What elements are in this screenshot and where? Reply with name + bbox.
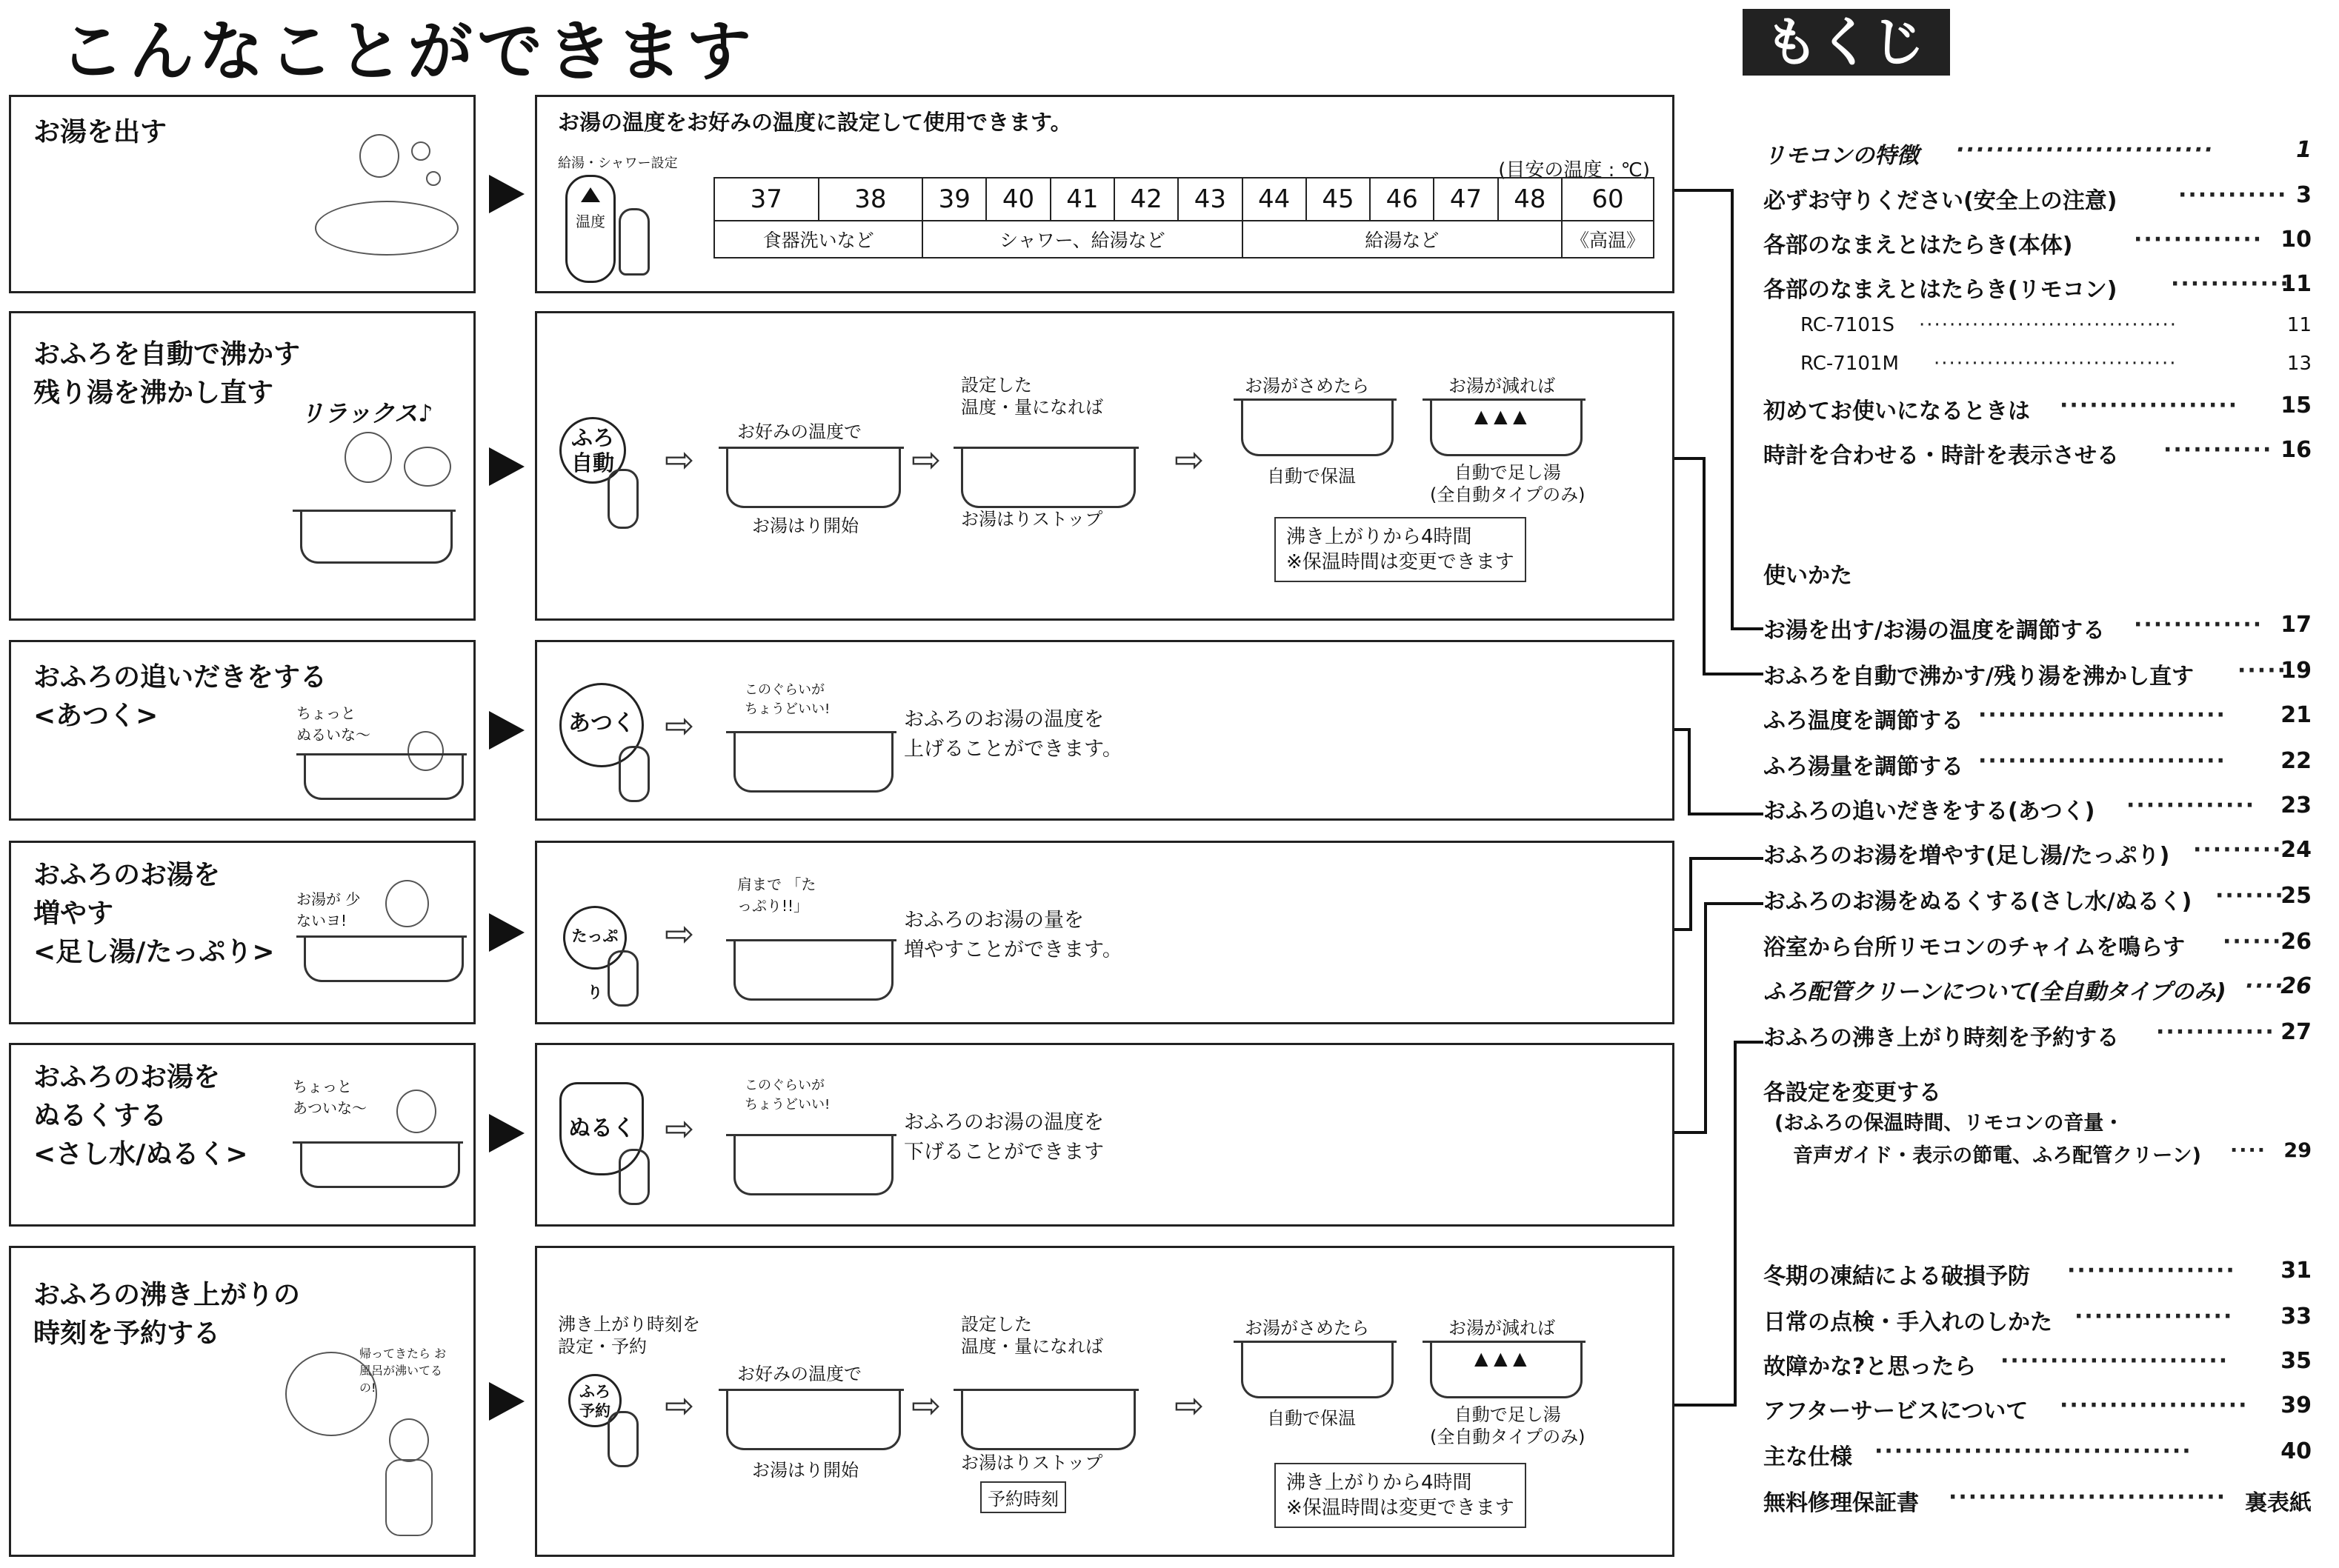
toc-label: おふろのお湯を増やす(足し湯/たっぷり) bbox=[1763, 843, 2170, 869]
bathtub-icon bbox=[733, 939, 894, 1001]
arrow-right-icon bbox=[489, 913, 525, 952]
step-caption: 自動で足し湯 (全自動タイプのみ) bbox=[1430, 462, 1586, 505]
toc-leader: ··········· bbox=[2178, 182, 2288, 208]
connector-line bbox=[1731, 189, 1734, 630]
toc-item-continued[interactable] bbox=[1793, 1139, 2312, 1169]
toc-label: アフターサービスについて bbox=[1763, 1398, 2029, 1424]
toc-leader: ·················· bbox=[2060, 393, 2239, 418]
triangle-up-icon bbox=[581, 187, 600, 202]
toc-page: 11 bbox=[2286, 314, 2312, 336]
toc-item[interactable] bbox=[1763, 1019, 2312, 1049]
toc-section-heading bbox=[1763, 557, 2312, 587]
toc-label: おふろの沸き上がり時刻を予約する bbox=[1763, 1025, 2119, 1051]
toc-label: 初めてお使いになるときは bbox=[1763, 398, 2030, 424]
toc-label: 各部のなまえとはたらき(リモコン) bbox=[1763, 277, 2117, 303]
toc-leader: ········· bbox=[2193, 837, 2283, 863]
arrow-right-icon bbox=[489, 175, 525, 213]
toc-page: 27 bbox=[2280, 1019, 2312, 1045]
temperature-cell: 38 bbox=[819, 178, 923, 221]
toc-label: お湯を出す/お湯の温度を調節する bbox=[1763, 618, 2105, 644]
arrow-right-icon bbox=[489, 711, 525, 750]
bathtub-icon bbox=[733, 731, 894, 793]
toc-page: 26 bbox=[2280, 929, 2312, 955]
toc-item[interactable] bbox=[1763, 437, 2312, 467]
toc-label: 日常の点検・手入れのしかた bbox=[1763, 1310, 2052, 1335]
connector-line bbox=[1704, 902, 1763, 905]
step-caption: お好みの温度で bbox=[737, 421, 862, 442]
temperature-cell: 43 bbox=[1178, 178, 1242, 221]
connector-line bbox=[1731, 627, 1763, 630]
toc-label: 各部のなまえとはたらき(本体) bbox=[1763, 233, 2073, 258]
feature-label: おふろの沸き上がりの 時刻を予約する bbox=[33, 1280, 301, 1349]
toc-leader: ······ bbox=[2223, 929, 2283, 955]
toc-leader: ································ bbox=[1934, 353, 2177, 375]
connector-line bbox=[1734, 1041, 1763, 1044]
button-label: 温度 bbox=[576, 213, 605, 230]
toc-leader: ··················· bbox=[2060, 1392, 2249, 1418]
toc-item[interactable] bbox=[1800, 353, 2312, 379]
connector-line bbox=[1689, 857, 1692, 931]
toc-label: ふろ湯量を調節する bbox=[1763, 754, 1963, 780]
toc-page: 23 bbox=[2280, 793, 2312, 818]
hollow-arrow-icon: ⇨ bbox=[665, 1108, 695, 1150]
panel-hot-water bbox=[535, 95, 1674, 293]
bathtub-icon bbox=[961, 447, 1136, 508]
connector-line bbox=[1703, 673, 1763, 675]
toc-label: 無料修理保証書 bbox=[1763, 1490, 1919, 1516]
speech-bubble: お湯が 少ないヨ! bbox=[296, 890, 361, 930]
speech-bubble: このぐらいが ちょうどいい! bbox=[745, 1078, 831, 1112]
panel-timer bbox=[535, 1246, 1674, 1557]
toc-leader: ································ bbox=[1874, 1438, 2192, 1464]
toc-label: 音声ガイド・表示の節電、ふろ配管クリーン) bbox=[1793, 1144, 2201, 1167]
panel-description: おふろのお湯の量を 増やすことができます。 bbox=[904, 909, 1122, 961]
temperature-cell: 45 bbox=[1306, 178, 1370, 221]
toc-item[interactable] bbox=[1763, 748, 2312, 778]
speech-bubble: ちょっと ぬるいな〜 bbox=[296, 704, 370, 744]
woman-coming-home-illustration bbox=[285, 1337, 470, 1544]
reserved-time-tag: 予約時刻 bbox=[980, 1481, 1066, 1513]
speech-bubble: ちょっと あついな〜 bbox=[293, 1078, 367, 1117]
toc-label: 故障かな?と思ったら bbox=[1763, 1354, 1977, 1380]
timer-caption: 沸き上がり時刻を 設定・予約 bbox=[558, 1314, 700, 1357]
add-water-button[interactable]: たっぷり bbox=[563, 906, 627, 970]
panel-auto-bath bbox=[535, 311, 1674, 621]
toc-page: 11 bbox=[2280, 271, 2312, 297]
bathtub-icon bbox=[726, 1389, 901, 1450]
bath-timer-button[interactable]: ふろ 予約 bbox=[568, 1374, 622, 1427]
step-caption: 自動で足し湯 (全自動タイプのみ) bbox=[1430, 1404, 1586, 1447]
toc-leader: ························· bbox=[1978, 702, 2226, 728]
step-caption: お湯が減れば bbox=[1448, 376, 1555, 396]
toc-page: 1 bbox=[2296, 137, 2312, 163]
toc-page: 17 bbox=[2280, 612, 2312, 638]
toc-item[interactable] bbox=[1763, 612, 2312, 644]
toc-item[interactable] bbox=[1763, 929, 2312, 961]
arrow-right-icon bbox=[489, 1114, 525, 1152]
toc-item[interactable] bbox=[1763, 1392, 2312, 1422]
usage-cell: 《高温》 bbox=[1562, 221, 1654, 258]
toc-leader: ························· bbox=[1978, 748, 2226, 774]
temperature-cell: 44 bbox=[1242, 178, 1306, 221]
step-caption: 自動で保温 bbox=[1267, 466, 1356, 487]
connector-line bbox=[1704, 902, 1707, 1134]
toc-label: 各設定を変更する bbox=[1763, 1080, 1941, 1106]
usage-row bbox=[714, 221, 1654, 258]
woman-in-bath-illustration bbox=[296, 873, 467, 1006]
toc-label: おふろの追いだきをする(あつく) bbox=[1763, 798, 2095, 824]
toc-item[interactable] bbox=[1763, 271, 2312, 301]
toc-page: 33 bbox=[2280, 1304, 2312, 1330]
temperature-up-button[interactable] bbox=[565, 175, 616, 283]
toc-item[interactable] bbox=[1763, 1304, 2312, 1333]
feature-label: おふろのお湯を 増やす <足し湯/たっぷり> bbox=[33, 860, 275, 967]
temperature-cell: 60 bbox=[1562, 178, 1654, 221]
step-caption: 自動で保温 bbox=[1267, 1408, 1356, 1429]
toc-leader: ·································· bbox=[1919, 314, 2177, 336]
hollow-arrow-icon: ⇨ bbox=[665, 705, 695, 747]
connector-line bbox=[1674, 1404, 1737, 1407]
connector-line bbox=[1688, 728, 1691, 815]
connector-line bbox=[1688, 813, 1763, 815]
hollow-arrow-icon: ⇨ bbox=[911, 1385, 942, 1427]
step-caption: お湯が減れば bbox=[1448, 1318, 1555, 1338]
step-caption: お湯はり開始 bbox=[752, 516, 859, 536]
feature-box-hot-water bbox=[9, 95, 476, 293]
connector-line bbox=[1703, 457, 1706, 675]
toc-leader: ············ bbox=[2156, 1019, 2275, 1045]
toc-item[interactable] bbox=[1763, 393, 2312, 422]
temperature-cell: 42 bbox=[1114, 178, 1178, 221]
toc-leader: ··········· bbox=[2163, 437, 2273, 463]
temperature-cell: 40 bbox=[986, 178, 1050, 221]
toc-item[interactable] bbox=[1763, 1438, 2312, 1468]
toc-title: もくじ bbox=[1743, 9, 1950, 76]
toc-page: 31 bbox=[2280, 1258, 2312, 1284]
toc-page: 3 bbox=[2296, 182, 2312, 208]
connector-line bbox=[1734, 1041, 1737, 1407]
woman-washing-dishes-illustration bbox=[300, 119, 463, 267]
toc-item[interactable] bbox=[1763, 1074, 2312, 1104]
bathtub-icon bbox=[1241, 1341, 1394, 1398]
step-caption: お湯はりストップ bbox=[961, 509, 1103, 530]
toc-item[interactable] bbox=[1763, 883, 2312, 913]
toc-label: 浴室から台所リモコンのチャイムを鳴らす bbox=[1763, 935, 2186, 961]
toc-label: ふろ配管クリーンについて(全自動タイプのみ) bbox=[1763, 979, 2226, 1005]
usage-cell: シャワー、給湯など bbox=[922, 221, 1242, 258]
finger-press-icon bbox=[619, 746, 650, 802]
temperature-cell: 41 bbox=[1051, 178, 1114, 221]
panel-description: お湯の温度をお好みの温度に設定して使用できます。 bbox=[558, 110, 1072, 135]
toc-leader: ················· bbox=[2067, 1258, 2236, 1284]
bathtub-icon bbox=[733, 1134, 894, 1195]
hold-time-note: 沸き上がりから4時間 ※保温時間は変更できます bbox=[1274, 517, 1526, 582]
step-caption: お湯はり開始 bbox=[752, 1460, 859, 1481]
toc-leader: ···························· bbox=[1949, 1484, 2227, 1510]
hollow-arrow-icon: ⇨ bbox=[1174, 1385, 1205, 1427]
panel-description: おふろのお湯の温度を 下げることができます bbox=[904, 1111, 1104, 1164]
speech-bubble: リラックス♪ bbox=[300, 399, 433, 427]
toc-label: RC-7101S bbox=[1800, 314, 1894, 336]
feature-box-cool-water bbox=[9, 1043, 476, 1227]
toc-label: 時計を合わせる・時計を表示させる bbox=[1763, 443, 2119, 469]
toc-page: 21 bbox=[2280, 702, 2312, 728]
toc-label: リモコンの特徴 bbox=[1763, 143, 1919, 169]
speech-bubble: 肩まで 「たっぷり!!」 bbox=[737, 875, 816, 915]
step-caption: 設定した 温度・量になれば bbox=[961, 375, 1103, 418]
toc-item[interactable] bbox=[1763, 658, 2312, 690]
finger-press-icon bbox=[608, 1411, 639, 1467]
toc-item[interactable] bbox=[1763, 1348, 2312, 1378]
toc-item[interactable] bbox=[1800, 314, 2312, 341]
hollow-arrow-icon: ⇨ bbox=[665, 1385, 695, 1427]
toc-leader: ·························· bbox=[1956, 137, 2215, 163]
toc-leader: ······· bbox=[2215, 883, 2285, 909]
toc-leader: ············· bbox=[2134, 612, 2263, 638]
toc-label: (おふろの保温時間、リモコンの音量・ bbox=[1774, 1112, 2124, 1135]
toc-item[interactable] bbox=[1763, 837, 2312, 867]
toc-label: 冬期の凍結による破損予防 bbox=[1763, 1264, 2030, 1290]
toc-page: 25 bbox=[2280, 883, 2312, 909]
feature-label: お湯を出す bbox=[33, 117, 167, 147]
connector-line bbox=[1674, 189, 1734, 192]
toc-page: 24 bbox=[2280, 837, 2312, 863]
temperature-cell: 47 bbox=[1434, 178, 1497, 221]
toc-label: 主な仕様 bbox=[1763, 1444, 1852, 1470]
toc-page: 40 bbox=[2280, 1438, 2312, 1464]
toc-page: 10 bbox=[2280, 227, 2312, 253]
toc-leader: ···· bbox=[2230, 1139, 2267, 1162]
toc-leader: ····· bbox=[2237, 658, 2287, 684]
toc-label: RC-7101M bbox=[1800, 353, 1899, 375]
toc-page: 16 bbox=[2280, 437, 2312, 463]
toc-page: 22 bbox=[2280, 748, 2312, 774]
step-caption: お湯がさめたら bbox=[1245, 1318, 1369, 1338]
toc-leader: ············· bbox=[2134, 227, 2263, 253]
toc-leader: ················ bbox=[2075, 1304, 2234, 1330]
finger-press-icon bbox=[608, 469, 639, 529]
toc-item[interactable] bbox=[1763, 793, 2312, 822]
finger-press-icon bbox=[608, 950, 639, 1007]
feature-box-add-water bbox=[9, 841, 476, 1024]
cool-button-label: ぬるく bbox=[568, 1115, 635, 1141]
toc-item-continued bbox=[1774, 1107, 2312, 1136]
step-caption: お湯がさめたら bbox=[1245, 376, 1369, 396]
feature-box-timer bbox=[9, 1246, 476, 1557]
toc-page: 39 bbox=[2280, 1392, 2312, 1418]
bathtub-icon bbox=[726, 447, 901, 508]
step-caption: 設定した 温度・量になれば bbox=[961, 1314, 1103, 1357]
arrow-right-icon bbox=[489, 1382, 525, 1421]
step-caption: お好みの温度で bbox=[737, 1364, 862, 1384]
panel-add-water bbox=[535, 841, 1674, 1024]
finger-press-icon bbox=[619, 1149, 650, 1205]
panel-description: おふろのお湯の温度を 上げることができます。 bbox=[904, 708, 1122, 761]
toc-label: おふろのお湯をぬるくする(さし水/ぬるく) bbox=[1763, 889, 2192, 915]
toc-leader: ············ bbox=[2171, 271, 2290, 297]
connector-line bbox=[1689, 857, 1763, 860]
unit-note: (目安の温度 : ℃) bbox=[1498, 159, 1650, 181]
toc-item[interactable] bbox=[1763, 182, 2312, 212]
finger-press-icon bbox=[619, 208, 650, 276]
woman-in-bath-illustration bbox=[293, 1075, 463, 1208]
bath-auto-button[interactable]: ふろ 自動 bbox=[559, 417, 626, 484]
toc-page: 19 bbox=[2280, 658, 2312, 684]
temperature-cell: 37 bbox=[714, 178, 819, 221]
bathtub-icon bbox=[1241, 398, 1394, 456]
temperature-cell: 39 bbox=[922, 178, 986, 221]
woman-relaxing-in-bath-illustration bbox=[293, 432, 463, 587]
hollow-arrow-icon: ⇨ bbox=[665, 439, 695, 481]
toc-item[interactable] bbox=[1763, 227, 2312, 256]
triangle-marks-icon: ▲ ▲ ▲ bbox=[1474, 406, 1527, 427]
toc-page: 35 bbox=[2280, 1348, 2312, 1374]
temperature-row bbox=[714, 178, 1654, 221]
toc-label: 必ずお守りください(安全上の注意) bbox=[1763, 188, 2117, 214]
step-caption: お湯はりストップ bbox=[961, 1452, 1103, 1473]
toc-page: 15 bbox=[2280, 393, 2312, 418]
temperature-cell: 48 bbox=[1498, 178, 1562, 221]
temperature-table bbox=[713, 177, 1654, 258]
feature-label: おふろのお湯を ぬるくする <さし水/ぬるく> bbox=[33, 1062, 248, 1170]
hollow-arrow-icon: ⇨ bbox=[1174, 439, 1205, 481]
toc-item[interactable] bbox=[1763, 137, 2312, 167]
speech-bubble: 帰ってきたら お風呂が沸いてるの! bbox=[359, 1347, 447, 1395]
usage-cell: 食器洗いなど bbox=[714, 221, 922, 258]
button-caption: 給湯・シャワー設定 bbox=[558, 156, 678, 171]
toc-item[interactable] bbox=[1763, 973, 2312, 1003]
toc-leader: ···· bbox=[2245, 973, 2285, 999]
bathtub-icon bbox=[961, 1389, 1136, 1450]
page-title: こんなことができます bbox=[59, 13, 756, 90]
hollow-arrow-icon: ⇨ bbox=[911, 439, 942, 481]
connector-line bbox=[1674, 457, 1706, 460]
feature-box-reheat bbox=[9, 640, 476, 821]
reheat-button[interactable]: あつく bbox=[559, 683, 644, 767]
toc-page: 26 bbox=[2280, 973, 2312, 999]
toc-page: 13 bbox=[2286, 353, 2312, 375]
toc-item[interactable] bbox=[1763, 702, 2312, 732]
hollow-arrow-icon: ⇨ bbox=[665, 913, 695, 955]
toc-leader: ············· bbox=[2126, 793, 2256, 818]
toc-label: おふろを自動で沸かす/残り湯を沸かし直す bbox=[1763, 664, 2194, 690]
connector-line bbox=[1674, 1131, 1707, 1134]
toc-label: ふろ温度を調節する bbox=[1763, 708, 1963, 734]
usage-cell: 給湯など bbox=[1242, 221, 1562, 258]
temperature-cell: 46 bbox=[1370, 178, 1434, 221]
feature-label: おふろの追いだきをする <あつく> bbox=[33, 662, 327, 731]
triangle-marks-icon: ▲ ▲ ▲ bbox=[1474, 1348, 1527, 1369]
feature-box-auto bbox=[9, 311, 476, 621]
toc-page: 29 bbox=[2283, 1139, 2312, 1162]
toc-item[interactable] bbox=[1763, 1484, 2312, 1514]
feature-label: おふろを自動で沸かす 残り湯を沸かし直す bbox=[33, 339, 301, 408]
panel-cool-water bbox=[535, 1043, 1674, 1227]
woman-in-bath-illustration bbox=[296, 731, 467, 813]
toc-leader: ······················· bbox=[2000, 1348, 2229, 1374]
panel-reheat bbox=[535, 640, 1674, 821]
toc-label: 使いかた bbox=[1763, 563, 1852, 589]
toc-page: 裏表紙 bbox=[2245, 1490, 2312, 1516]
hold-time-note: 沸き上がりから4時間 ※保温時間は変更できます bbox=[1274, 1463, 1526, 1528]
speech-bubble: このぐらいが ちょうどいい! bbox=[745, 682, 831, 717]
arrow-right-icon bbox=[489, 447, 525, 486]
toc-item[interactable] bbox=[1763, 1258, 2312, 1290]
